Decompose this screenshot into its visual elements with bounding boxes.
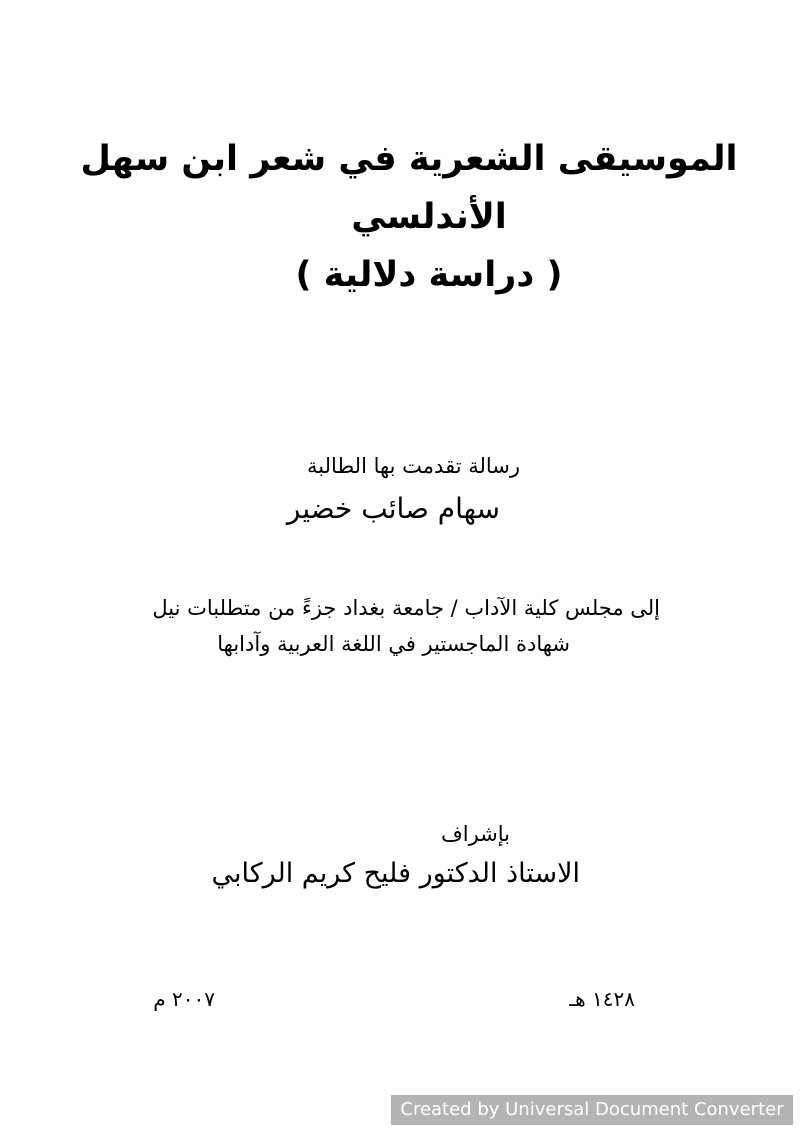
date-hijri: ١٤٢٨ هـ [569, 987, 635, 1011]
presented-by-label: رسالة تقدمت بها الطالبة [307, 454, 520, 478]
date-gregorian: ٢٠٠٧ م [153, 987, 215, 1011]
title-line-2: الأندلسي [351, 197, 507, 237]
student-name: سهام صائب خضير [286, 492, 500, 525]
council-line-2: شهادة الماجستير في اللغة العربية وآدابها [217, 632, 570, 656]
converter-watermark: Created by Universal Document Converter [391, 1095, 793, 1125]
title-line-1: الموسيقى الشعرية في شعر ابن سهل [80, 139, 738, 179]
supervisor-name: الاستاذ الدكتور فليح كريم الركابي [211, 858, 580, 889]
council-line-1: إلى مجلس كلية الآداب / جامعة بغداد جزءً من متطلبات نيل [152, 596, 660, 620]
supervision-label: بإشراف [440, 822, 510, 846]
title-line-3: ( دراسة دلالية ) [295, 255, 563, 295]
thesis-title [60, 130, 740, 304]
